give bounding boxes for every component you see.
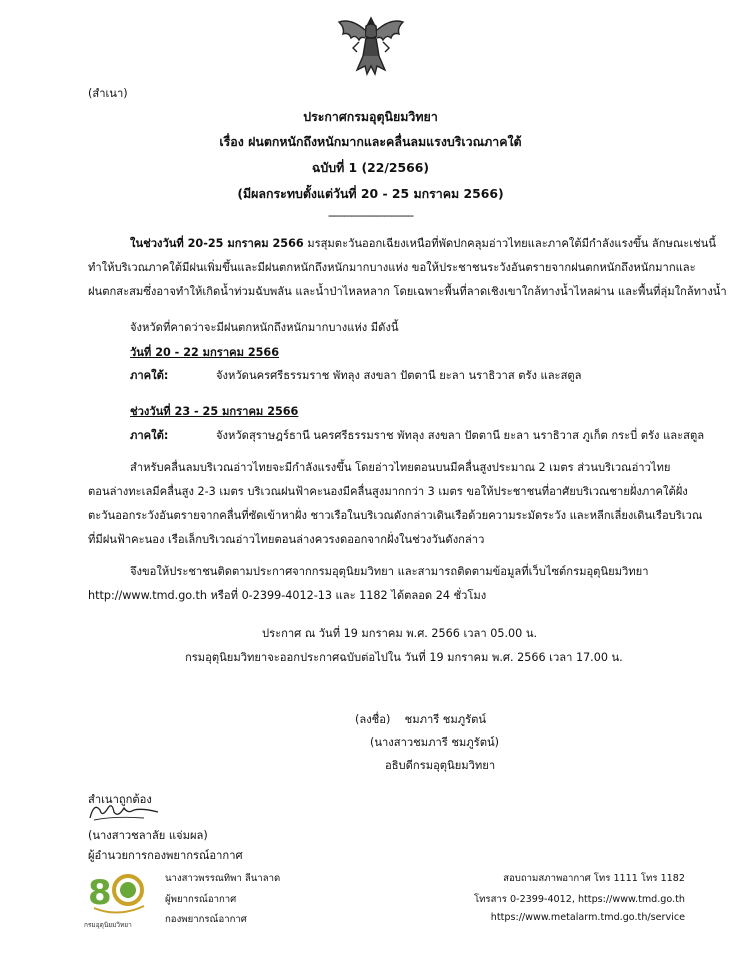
certify-position: ผู้อำนวยการกองพยากรณ์อากาศ bbox=[88, 849, 243, 862]
handwritten-signature-icon bbox=[84, 796, 164, 826]
period1-date: วันที่ 20 - 22 มกราคม 2566 bbox=[130, 346, 279, 359]
certify-label: สำเนาถูกต้อง bbox=[88, 793, 152, 806]
contact-service-url[interactable]: https://www.metalarm.tmd.go.th/service bbox=[490, 912, 685, 923]
waves-paragraph bbox=[88, 456, 703, 552]
period2-provinces: จังหวัดสุราษฎร์ธานี นครศรีธรรมราช พัทลุง สงขลา ปัตตานี ยะลา นราธิวาส ภูเก็ต กระบี่ ตรัง และสตูล bbox=[216, 429, 705, 442]
issue-number: ฉบับที่ 1 (22/2566) bbox=[311, 160, 430, 175]
follow-line-2: http://www.tmd.go.th หรือที่ 0-2399-4012-13 และ 1182 ได้ตลอด 24 ชั่วโมง bbox=[88, 589, 487, 602]
forecaster-division: กองพยากรณ์อากาศ bbox=[165, 914, 247, 925]
signer-position: อธิบดีกรมอุตุนิยมวิทยา bbox=[385, 759, 496, 772]
intro-text-2: ทำให้บริเวณภาคใต้มีฝนเพิ่มขึ้นและมีฝนตกหนักถึงหนักมากบางแห่ง ขอให้ประชาชนระวังอันตรายจากฝนตกหนักถึงหนักมากและ bbox=[88, 261, 696, 274]
document-title: ประกาศกรมอุตุนิยมวิทยา bbox=[303, 109, 438, 124]
follow-line-1: จึงขอให้ประชาชนติดตามประกาศจากกรมอุตุนิยมวิทยา และสามารถติดตามข้อมูลที่เว็บไซต์กรมอุตุนิยมวิทยา bbox=[130, 565, 649, 578]
forecaster-name: นางสาวพรรณทิพา ลีนาลาด bbox=[165, 873, 281, 884]
forecast-heading: จังหวัดที่คาดว่าจะมีฝนตกหนักถึงหนักมากบางแห่ง มีดังนี้ bbox=[130, 321, 399, 334]
garuda-emblem-icon bbox=[335, 12, 407, 78]
waves-line-3: ตะวันออกระวังอันตรายจากคลื่นที่ซัดเข้าหาฝั่ง ชาวเรือในบริเวณดังกล่าวเดินเรือด้วยความระมัดระวัง และหลีกเลี่ยงเดินเรือบริเวณ bbox=[88, 509, 703, 522]
signed-name: ชมภารี ชมภูรัตน์ bbox=[404, 713, 487, 726]
logo-caption: กรมอุตุนิยมวิทยา bbox=[84, 921, 132, 929]
period1-provinces: จังหวัดนครศรีธรรมราช พัทลุง สงขลา ปัตตานี ยะลา นราธิวาส ตรัง และสตูล bbox=[216, 369, 582, 382]
certify-name: (นางสาวชลาลัย แจ่มผล) bbox=[88, 829, 208, 842]
period1-region-label: ภาคใต้: bbox=[130, 369, 169, 382]
signed-prefix: (ลงชื่อ) bbox=[355, 713, 391, 726]
waves-line-4: ที่มีฝนฟ้าคะนอง เรือเล็กบริเวณอ่าวไทยตอนล่างควรงดออกจากฝั่งในช่วงวันดังกล่าว bbox=[88, 533, 485, 546]
follow-paragraph bbox=[88, 560, 684, 608]
contact-fax: โทรสาร 0-2399-4012, https://www.tmd.go.th bbox=[473, 894, 685, 905]
period2-region-label: ภาคใต้: bbox=[130, 429, 169, 442]
period2-date: ช่วงวันที่ 23 - 25 มกราคม 2566 bbox=[130, 405, 299, 418]
announce-date: ประกาศ ณ วันที่ 19 มกราคม พ.ศ. 2566 เวลา 05.00 น. bbox=[262, 627, 538, 640]
next-announce: กรมอุตุนิยมวิทยาจะออกประกาศฉบับต่อไปใน วันที่ 19 มกราคม พ.ศ. 2566 เวลา 17.00 น. bbox=[185, 651, 623, 664]
signer-full-name: (นางสาวชมภารี ชมภูรัตน์) bbox=[370, 736, 499, 749]
effective-period: (มีผลกระทบตั้งแต่วันที่ 20 - 25 มกราคม 2566) bbox=[237, 186, 504, 201]
intro-paragraph bbox=[88, 232, 727, 304]
intro-text-3: ฝนตกสะสมซึ่งอาจทำให้เกิดน้ำท่วมฉับพลัน และน้ำป่าไหลหลาก โดยเฉพาะพื้นที่ลาดเชิงเขาใกล้ทางน้ำไหลผ่าน และพื้นที่ลุ่มใกล้ทางน้ำ bbox=[88, 285, 727, 298]
waves-line-1: สำหรับคลื่นลมบริเวณอ่าวไทยจะมีกำลังแรงขึ้น โดยอ่าวไทยตอนบนมีคลื่นสูงประมาณ 2 เมตร ส่วนบริเวณอ่าวไทย bbox=[130, 461, 671, 474]
document-subject: เรื่อง ฝนตกหนักถึงหนักมากและคลื่นลมแรงบริเวณภาคใต้ bbox=[219, 134, 522, 149]
waves-line-2: ตอนล่างทะเลมีคลื่นสูง 2-3 เมตร บริเวณฝนฟ้าคะนองมีคลื่นสูงมากกว่า 3 เมตร ขอให้ประชาชนที่อาศัยบริเวณชายฝั่งภาคใต้ฝั่ง bbox=[88, 485, 688, 498]
divider-line: ---------------------------- bbox=[327, 209, 414, 222]
contact-phone: สอบถามสภาพอากาศ โทร 1111 โทร 1182 bbox=[503, 873, 685, 884]
copy-note: (สำเนา) bbox=[88, 87, 128, 100]
tmd-80-years-logo-icon bbox=[86, 868, 150, 924]
svg-text:8: 8 bbox=[88, 873, 112, 913]
forecaster-role: ผู้พยากรณ์อากาศ bbox=[165, 894, 237, 905]
intro-text-1: มรสุมตะวันออกเฉียงเหนือที่พัดปกคลุมอ่าวไทยและภาคใต้มีกำลังแรงขึ้น ลักษณะเช่นนี้ bbox=[303, 237, 717, 250]
intro-lead: ในช่วงวันที่ 20-25 มกราคม 2566 bbox=[130, 237, 304, 250]
signed-line bbox=[355, 710, 486, 728]
period1-row bbox=[130, 366, 582, 384]
period2-row bbox=[130, 426, 704, 444]
